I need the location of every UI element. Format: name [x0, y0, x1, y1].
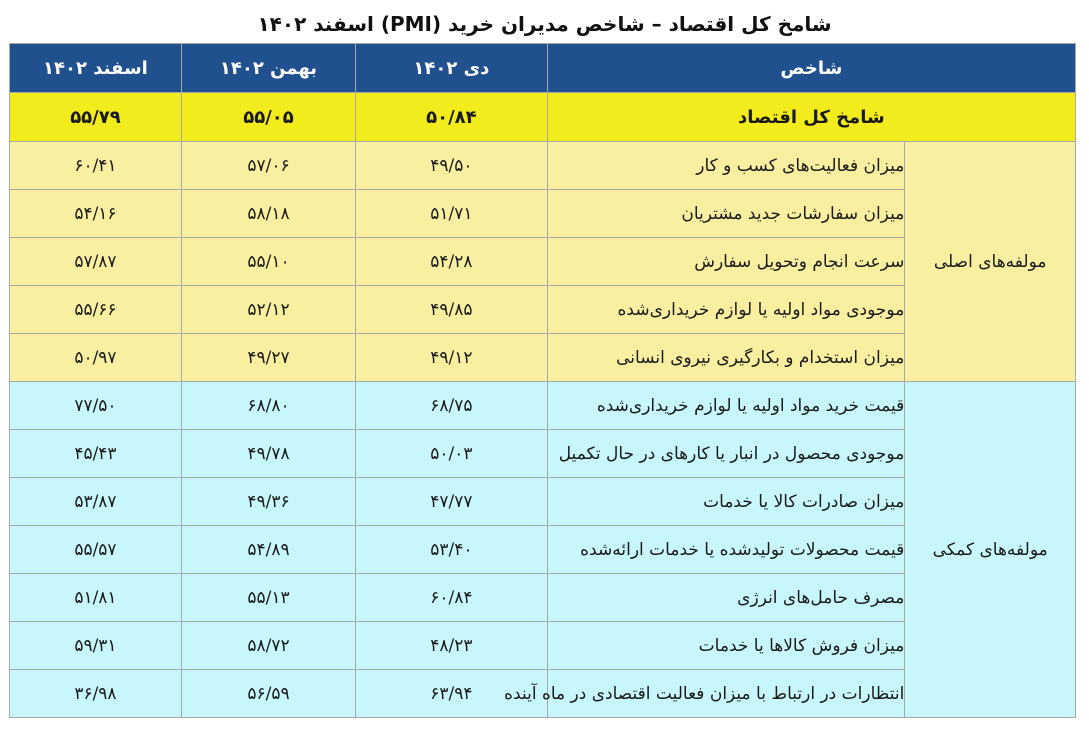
value-dey: ۶۳/۹۴ [356, 670, 548, 718]
value-bahman: ۶۸/۸۰ [181, 382, 355, 430]
value-esfand: ۳۶/۹۸ [10, 670, 182, 718]
indicator-name: میزان صادرات کالا یا خدمات [547, 478, 905, 526]
value-bahman: ۴۹/۳۶ [181, 478, 355, 526]
value-dey: ۶۸/۷۵ [356, 382, 548, 430]
overall-row [10, 93, 1076, 142]
value-dey: ۵۳/۴۰ [356, 526, 548, 574]
header-indicator: شاخص [547, 44, 1075, 93]
value-dey: ۴۸/۲۳ [356, 622, 548, 670]
header-bahman: بهمن ۱۴۰۲ [181, 44, 355, 93]
value-dey: ۵۱/۷۱ [356, 190, 548, 238]
indicator-name: مصرف حامل‌های انرژی [547, 574, 905, 622]
value-dey: ۵۰/۰۳ [356, 430, 548, 478]
overall-bahman: ۵۵/۰۵ [181, 93, 355, 142]
overall-name: شامخ کل اقتصاد [547, 93, 1075, 142]
header-row [10, 44, 1076, 93]
table-row [10, 382, 1076, 430]
value-bahman: ۵۸/۷۲ [181, 622, 355, 670]
value-esfand: ۵۰/۹۷ [10, 334, 182, 382]
value-bahman: ۵۷/۰۶ [181, 142, 355, 190]
value-esfand: ۵۵/۵۷ [10, 526, 182, 574]
group-label-primary: مولفه‌های اصلی [905, 142, 1076, 382]
page-title: شامخ کل اقتصاد – شاخص مدیران خرید (PMI) اسفند ۱۴۰۲ [257, 12, 832, 36]
indicator-name: قیمت خرید مواد اولیه یا لوازم خریداری‌شده [547, 382, 905, 430]
indicator-name: میزان فعالیت‌های کسب و کار [547, 142, 905, 190]
indicator-name: انتظارات در ارتباط با میزان فعالیت اقتصادی در ماه آینده [547, 670, 905, 718]
value-dey: ۴۹/۸۵ [356, 286, 548, 334]
indicator-name: موجودی مواد اولیه یا لوازم خریداری‌شده [547, 286, 905, 334]
value-esfand: ۵۱/۸۱ [10, 574, 182, 622]
value-esfand: ۶۰/۴۱ [10, 142, 182, 190]
value-bahman: ۵۴/۸۹ [181, 526, 355, 574]
indicator-name: قیمت محصولات تولیدشده یا خدمات ارائه‌شده [547, 526, 905, 574]
overall-esfand: ۵۵/۷۹ [10, 93, 182, 142]
value-esfand: ۵۵/۶۶ [10, 286, 182, 334]
value-esfand: ۷۷/۵۰ [10, 382, 182, 430]
value-dey: ۴۹/۱۲ [356, 334, 548, 382]
value-bahman: ۴۹/۷۸ [181, 430, 355, 478]
value-bahman: ۵۸/۱۸ [181, 190, 355, 238]
value-bahman: ۵۵/۱۳ [181, 574, 355, 622]
indicator-name: سرعت انجام وتحویل سفارش [547, 238, 905, 286]
indicator-name: میزان استخدام و بکارگیری نیروی انسانی [547, 334, 905, 382]
indicator-name: میزان سفارشات جدید مشتریان [547, 190, 905, 238]
value-bahman: ۵۵/۱۰ [181, 238, 355, 286]
value-dey: ۴۷/۷۷ [356, 478, 548, 526]
value-dey: ۶۰/۸۴ [356, 574, 548, 622]
value-bahman: ۴۹/۲۷ [181, 334, 355, 382]
header-esfand: اسفند ۱۴۰۲ [10, 44, 182, 93]
value-esfand: ۴۵/۴۳ [10, 430, 182, 478]
table-row [10, 142, 1076, 190]
pmi-table [9, 43, 1076, 718]
value-esfand: ۵۳/۸۷ [10, 478, 182, 526]
value-esfand: ۵۹/۳۱ [10, 622, 182, 670]
group-label-auxiliary: مولفه‌های کمکی [905, 382, 1076, 718]
indicator-name: میزان فروش کالاها یا خدمات [547, 622, 905, 670]
indicator-name: موجودی محصول در انبار یا کارهای در حال تکمیل [547, 430, 905, 478]
value-bahman: ۵۲/۱۲ [181, 286, 355, 334]
header-dey: دی ۱۴۰۲ [356, 44, 548, 93]
value-bahman: ۵۶/۵۹ [181, 670, 355, 718]
overall-dey: ۵۰/۸۴ [356, 93, 548, 142]
value-dey: ۵۴/۲۸ [356, 238, 548, 286]
value-dey: ۴۹/۵۰ [356, 142, 548, 190]
value-esfand: ۵۴/۱۶ [10, 190, 182, 238]
value-esfand: ۵۷/۸۷ [10, 238, 182, 286]
